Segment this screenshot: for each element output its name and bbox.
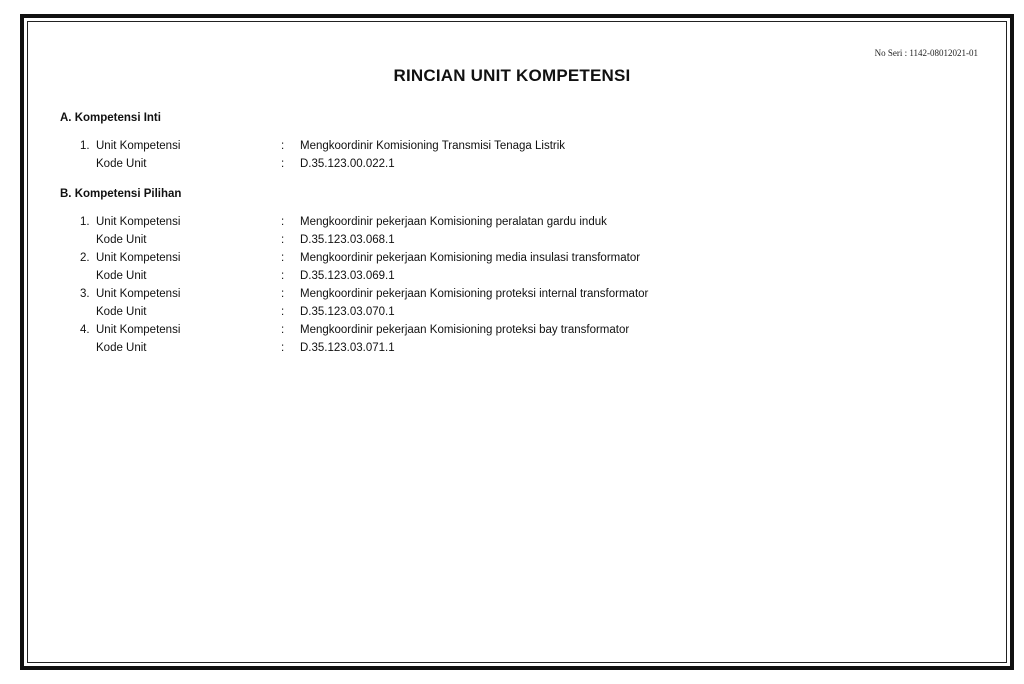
unit-title: Mengkoordinir pekerjaan Komisioning peralatan gardu induk	[300, 216, 607, 228]
colon: :	[281, 216, 285, 228]
unit-title: Mengkoordinir pekerjaan Komisioning media insulasi transformator	[300, 252, 641, 264]
colon: :	[281, 234, 285, 246]
section-heading-elective: B. Kompetensi Pilihan	[60, 188, 182, 200]
unit-label: Unit Kompetensi	[96, 216, 181, 228]
unit-code: D.35.123.00.022.1	[300, 158, 395, 170]
unit-number: 1.	[80, 140, 90, 152]
colon: :	[281, 342, 285, 354]
colon: :	[281, 324, 285, 336]
unit-code: D.35.123.03.071.1	[300, 342, 395, 354]
colon: :	[281, 158, 285, 170]
document-border-inner	[27, 21, 1007, 663]
section-heading-core: A. Kompetensi Inti	[60, 112, 161, 124]
unit-number: 2.	[80, 252, 90, 264]
unit-title: Mengkoordinir Komisioning Transmisi Tenaga Listrik	[300, 140, 566, 152]
unit-label: Unit Kompetensi	[96, 140, 181, 152]
unit-label: Unit Kompetensi	[96, 288, 181, 300]
unit-code: D.35.123.03.069.1	[300, 270, 395, 282]
colon: :	[281, 270, 285, 282]
unit-code: D.35.123.03.068.1	[300, 234, 395, 246]
code-label: Kode Unit	[96, 234, 147, 246]
unit-title: Mengkoordinir pekerjaan Komisioning proteksi internal transformator	[300, 288, 649, 300]
unit-number: 3.	[80, 288, 90, 300]
unit-title: Mengkoordinir pekerjaan Komisioning proteksi bay transformator	[300, 324, 630, 336]
unit-code: D.35.123.03.070.1	[300, 306, 395, 318]
unit-number: 4.	[80, 324, 90, 336]
code-label: Kode Unit	[96, 158, 147, 170]
unit-label: Unit Kompetensi	[96, 324, 181, 336]
colon: :	[281, 288, 285, 300]
code-label: Kode Unit	[96, 306, 147, 318]
code-label: Kode Unit	[96, 270, 147, 282]
colon: :	[281, 140, 285, 152]
code-label: Kode Unit	[96, 342, 147, 354]
page-title: RINCIAN UNIT KOMPETENSI	[393, 66, 631, 85]
serial-number: No Seri : 1142-08012021-01	[874, 48, 978, 58]
colon: :	[281, 306, 285, 318]
colon: :	[281, 252, 285, 264]
unit-label: Unit Kompetensi	[96, 252, 181, 264]
unit-number: 1.	[80, 216, 90, 228]
